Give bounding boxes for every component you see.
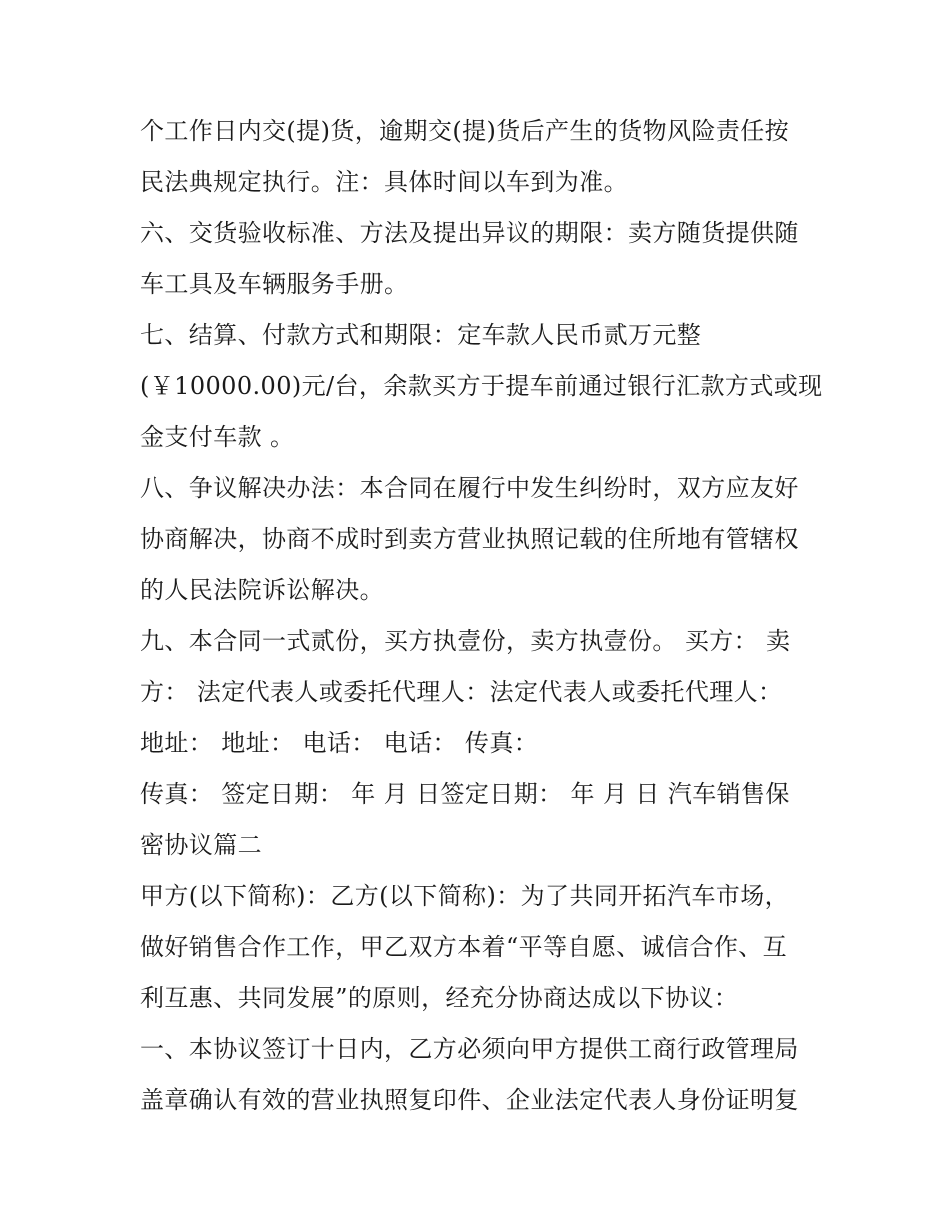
text-line: 八、争议解决办法：本合同在履行中发生纠纷时，双方应友好: [140, 474, 799, 502]
text-line: 做好销售合作工作，甲乙双方本着“平等自愿、诚信合作、互: [140, 933, 788, 961]
text-line: 一、本协议签订十日内，乙方必须向甲方提供工商行政管理局: [140, 1035, 799, 1063]
text-line: (￥10000.00)元/台，余款买方于提车前通过银行汇款方式或现: [140, 372, 823, 400]
text-line: 金支付车款 。: [140, 423, 295, 451]
text-line: 民法典规定执行。注：具体时间以车到为准。: [140, 168, 628, 196]
text-line: 个工作日内交(提)货，逾期交(提)货后产生的货物风险责任按: [140, 117, 790, 145]
text-line: 甲方(以下简称)：乙方(以下简称)：为了共同开拓汽车市场，: [140, 882, 790, 910]
text-line: 九、本合同一式贰份，买方执壹份，卖方执壹份。 买方： 卖: [140, 627, 791, 655]
text-line: 盖章确认有效的营业执照复印件、企业法定代表人身份证明复: [140, 1086, 799, 1114]
text-line: 七、结算、付款方式和期限：定车款人民币贰万元整: [140, 321, 702, 349]
text-line: 协商解决，协商不成时到卖方营业执照记载的住所地有管辖权: [140, 525, 799, 553]
text-line: 地址： 地址： 电话： 电话： 传真：: [140, 729, 539, 757]
text-line: 六、交货验收标准、方法及提出异议的期限：卖方随货提供随: [140, 219, 799, 247]
document-body: [140, 106, 830, 1126]
text-line: 密协议篇二: [140, 831, 262, 859]
text-line: 车工具及车辆服务手册。: [140, 270, 409, 298]
text-line: 方： 法定代表人或委托代理人：法定代表人或委托代理人：: [140, 678, 783, 706]
text-line: 利互惠、共同发展”的原则，经充分协商达成以下协议：: [140, 984, 739, 1012]
text-line: 传真： 签定日期： 年 月 日签定日期： 年 月 日 汽车销售保: [140, 780, 790, 808]
text-line: 的人民法院诉讼解决。: [140, 576, 384, 604]
